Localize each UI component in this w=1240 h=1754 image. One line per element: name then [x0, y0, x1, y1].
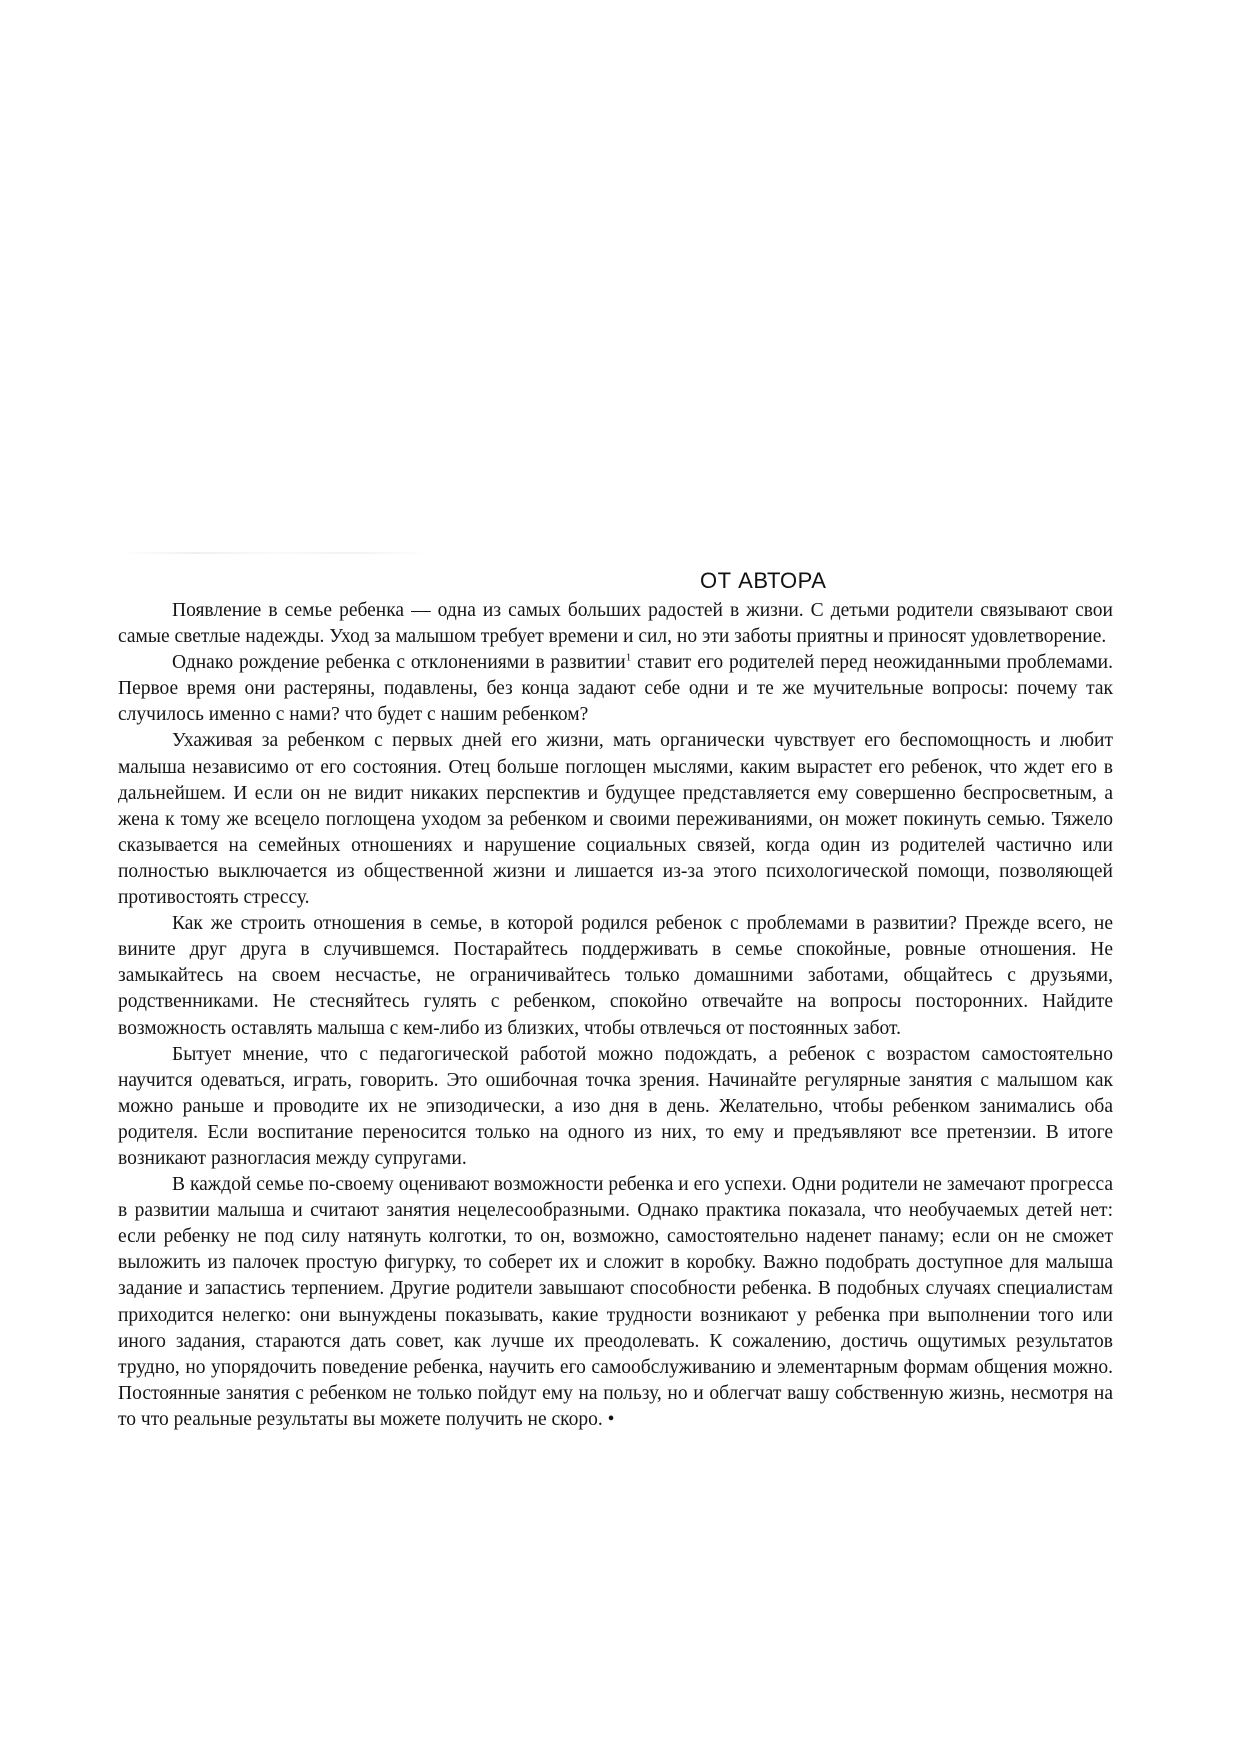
page-title: ОТ АВТОРА — [700, 568, 827, 593]
paragraph-2-text-start: Однако рождение ребенка с отклонениями в развитии — [172, 652, 626, 674]
paragraph-3: Ухаживая за ребенком с первых дней его жизни, мать органически чувствует его беспомощность и любит малыша независимо от его состояния. Отец больше поглощен мыслями, каким вырастет его ребенок, что ждет его в дальнейшем. И если он не видит никаких перспектив и будущее представляется ему совершенно беспросветным, а жена к тому же всецело поглощена уходом за ребенком и своими переживаниями, он может покинуть семью. Тяжело сказывается на семейных отношениях и нарушение социальных связей, когда один из родителей частично или полностью выключается из общественной жизни и лишается из-за этого психологической помощи, позволяющей противостоять стрессу. — [118, 730, 1113, 909]
paragraph-4: Как же строить отношения в семье, в которой родился ребенок с проблемами в развитии? Прежде всего, не вините друг друга в случившемся. Постарайтесь поддерживать в семье спокойные, ровные отношения. Не замыкайтесь на своем несчастье, не ограничивайтесь только домашними заботами, общайтесь с друзьями, родственниками. Не стесняйтесь гулять с ребенком, спокойно отвечайте на вопросы посторонних. Найдите возможность оставлять малыша с кем-либо из близких, чтобы отвлечься от постоянных забот. — [118, 913, 1113, 1039]
paragraph-2 — [118, 650, 1113, 728]
paragraph-2-text-end: ставит его родителей перед неожиданными проблемами. Первое время они растеряны, подавлены, без конца задают себе одни и те же мучительные вопросы: почему так случилось именно с нами? что будет с нашим ребенком? — [118, 652, 1113, 726]
paragraph-5: Бытует мнение, что с педагогической работой можно подождать, а ребенок с возрастом самостоятельно научится одеваться, играть, говорить. Это ошибочная точка зрения. Начинайте регулярные занятия с малышом как можно раньше и проводите их не эпизодически, а изо дня в день. Желательно, чтобы ребенком занимались оба родителя. Если воспитание переносится только на одного из них, то ему и предъявляют все претензии. В итоге возникают разногласия между супругами. — [118, 1043, 1113, 1169]
footnote-reference: 1 — [625, 651, 632, 664]
scan-artifact-line — [120, 552, 430, 554]
paragraph-6: В каждой семье по-своему оценивают возможности ребенка и его успехи. Одни родители не замечают прогресса в развитии малыша и считают занятия нецелесообразными. Однако практика показала, что необучаемых детей нет: если ребенку не под силу натянуть колготки, то он, возможно, самостоятельно наденет панаму; если он не сможет выложить из палочек простую фигурку, то соберет их и сложит в коробку. Важно подобрать доступное для малыша задание и запастись терпением. Другие родители завышают способности ребенка. В подобных случаях специалистам приходится нелегко: они вынуждены показывать, какие трудности возникают у ребенка при выполнении того или иного задания, стараются дать совет, как лучше их преодолевать. К сожалению, достичь ощутимых результатов трудно, но упорядочить поведение ребенка, научить его самообслуживанию и элементарным формам общения можно. Постоянные занятия с ребенком не только пойдут ему на пользу, но и облегчат вашу собственную жизнь, несмотря на то что реальные результаты вы можете получить не скоро. • — [118, 1174, 1113, 1430]
paragraph-1: Появление в семье ребенка — одна из самых больших радостей в жизни. С детьми родители связывают свои самые светлые надежды. Уход за малышом требует времени и сил, но эти заботы приятны и приносят удовлетворение. — [118, 600, 1113, 648]
document-body — [118, 598, 1113, 1433]
